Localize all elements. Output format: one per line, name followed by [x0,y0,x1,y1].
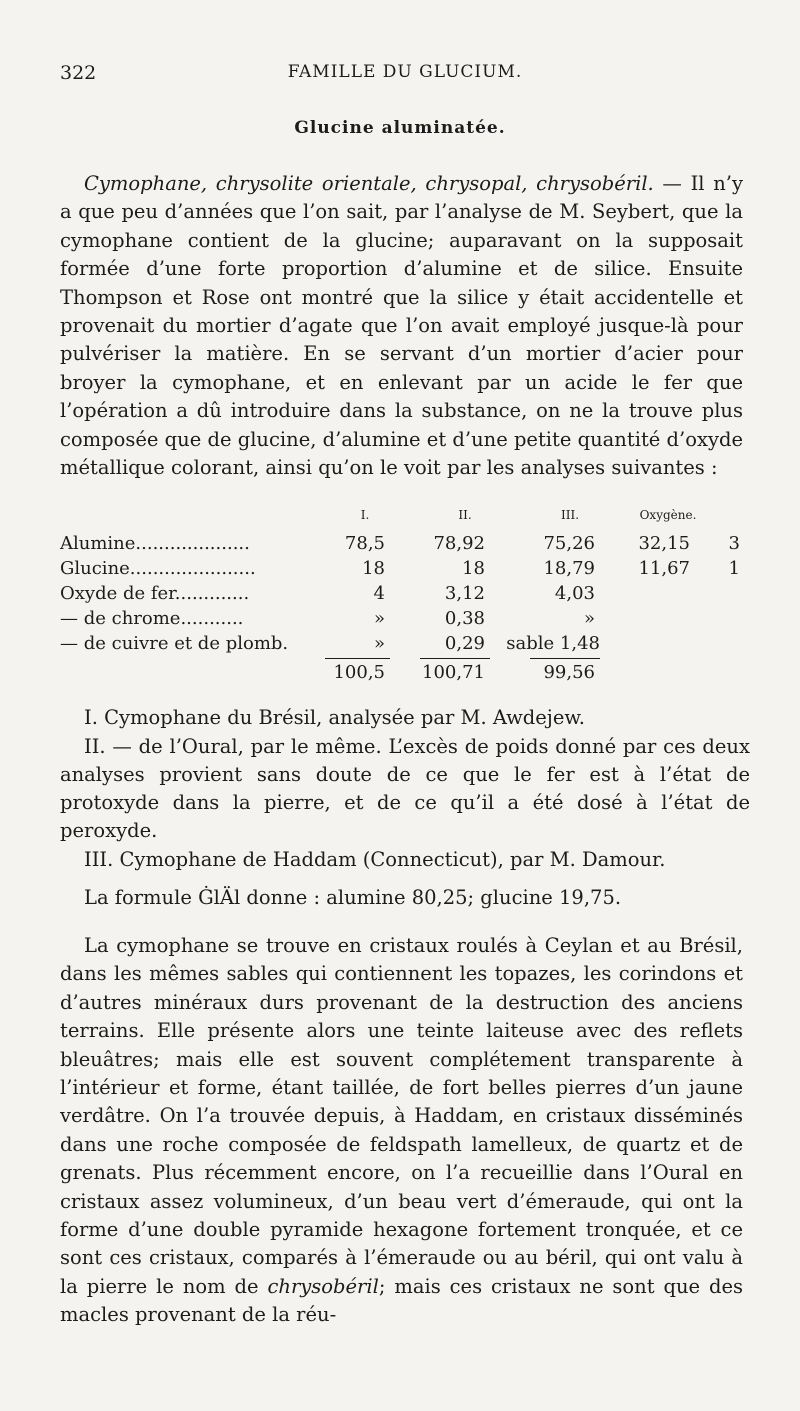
cell: 4 [373,583,385,604]
closing-text-end: ; mais ces cristaux ne sont que des macles provenant de la réu- [60,1274,743,1327]
col-head-4: Oxygène. [639,508,697,522]
mineral-names: Cymophane, chrysolite orientale, chrysopal, chrysobéril. [84,172,654,195]
intro-text: — Il n’y a que peu d’années que l’on sait, par l’analyse de M. Seybert, que la cymophane contient de la glucine; auparavant on la supposait formée d’une forte proportion d’alumine et de silice. Ensuite Thompson et Rose ont montré que la silice y était accidentelle et provenait du mortier d’agate que l’on avait employé jusque-là pour pulvériser la matière. En se servant d’un mortier d’acier pour broyer la cymophane, et en enlevant par un acide le fer que l’opération a dû introduire dans la substance, on ne la trouve plus composée que de glucine, d’alumine et d’une petite quantité d’oxyde métallique colorant, ainsi qu’on le voit par les analyses suivantes : [60,172,743,480]
cell: 3,12 [444,583,485,604]
total-cell: 99,56 [543,662,595,683]
chrysoberil-word: chrysobéril [267,1274,379,1298]
page-header [60,62,750,90]
sum-rule [530,658,600,659]
cell: 78,92 [433,533,485,554]
cell: 0,38 [444,608,485,629]
total-cell: 100,5 [333,662,385,683]
note-iii: III. Cymophane de Haddam (Connecticut), par M. Damour. [84,848,666,871]
intro-paragraph [60,170,743,482]
section-title: Glucine aluminatée. [294,118,506,138]
sum-rule [420,658,490,659]
cell: sable 1,48 [506,633,600,654]
cell: » [373,608,385,629]
row-label: Glucine...................... [60,558,256,579]
cell: 0,29 [444,633,485,654]
table-row [60,533,750,557]
cell: » [583,608,595,629]
cell: 4,03 [554,583,595,604]
col-head-3: III. [560,508,580,522]
row-label: — de chrome........... [60,608,244,629]
cell: » [373,633,385,654]
note-ii: II. — de l’Oural, par le même. L’excès de poids donné par ces deux analyses provient sans doute de ce que le fer est à l’état de protoxyde dans la pierre, et de ce qu’il a été dosé à l’état de peroxyde. [60,735,750,842]
table-row [60,558,750,582]
cell: 75,26 [543,533,595,554]
cell: 3 [728,533,740,554]
totals-row [60,662,750,686]
col-head-2: II. [458,508,472,522]
cell: 18 [462,558,485,579]
cell: 78,5 [344,533,385,554]
total-cell: 100,71 [422,662,485,683]
cell: 32,15 [638,533,690,554]
formula-line: La formule ĠlÄl donne : alumine 80,25; glucine 19,75. [84,886,622,909]
note-i: I. Cymophane du Brésil, analysée par M. Awdejew. [84,706,585,729]
cell: 11,67 [638,558,690,579]
table-row [60,608,750,632]
running-title: FAMILLE DU GLUCIUM. [287,62,523,82]
closing-text: La cymophane se trouve en cristaux roulés à Ceylan et au Brésil, dans les mêmes sables qui contiennent les topazes, les corindons et d’autres minéraux durs provenant de la destruction des anciens terrains. Elle présente alors une teinte laiteuse avec des reflets bleuâtres; mais elle est souvent complétement transparente à l’intérieur et forme, étant taillée, de fort belles pierres d’un jaune verdâtre. On l’a trouvée depuis, à Haddam, en cristaux disséminés dans une roche composée de feldspath lamelleux, de quartz et de grenats. Plus récemment encore, on l’a recueillie dans l’Oural en cristaux assez volumineux, d’un beau vert d’émeraude, qui ont la forme d’une double pyramide hexagone fortement tronquée, et ce sont ces cristaux, comparés à l’émeraude ou au béril, qui ont valu à la pierre le nom de [60,934,743,1298]
page-number: 322 [60,62,97,84]
closing-paragraph [60,932,743,1330]
cell: 18,79 [543,558,595,579]
table-row [60,633,750,657]
row-label: — de cuivre et de plomb. [60,633,289,654]
row-label: Oxyde de fer............. [60,583,250,604]
col-head-1: I. [360,508,370,522]
table-header-row [60,508,750,532]
cell: 1 [728,558,740,579]
sum-rule [325,658,390,659]
row-label: Alumine.................... [60,533,250,554]
cell: 18 [362,558,385,579]
table-row [60,583,750,607]
